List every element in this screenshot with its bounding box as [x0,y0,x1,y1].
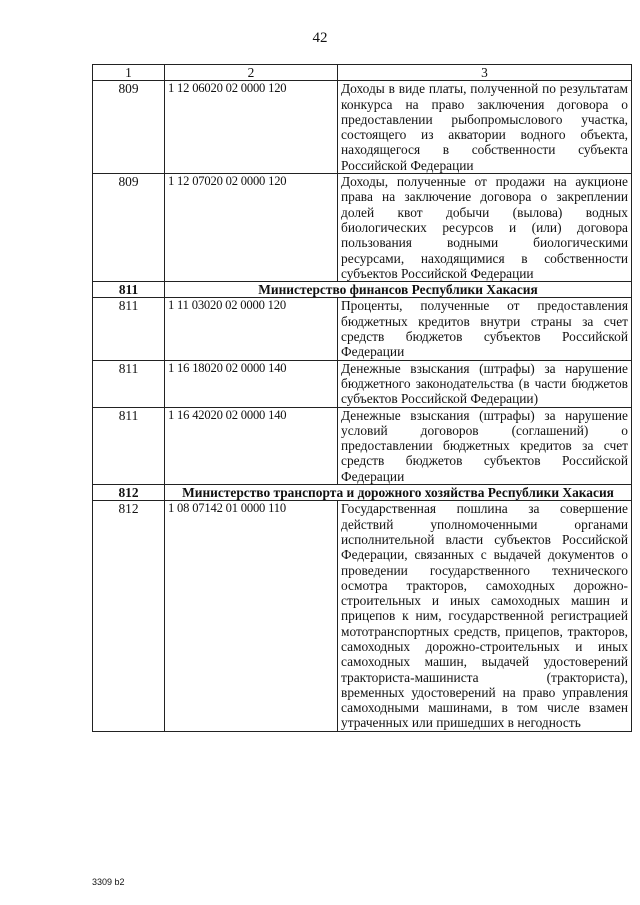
table-row [93,81,632,174]
table-row [93,298,632,360]
table-header-row [93,65,632,81]
ministry-title-cell: Министерство транспорта и дорожного хозяйства Республики Хакасия [165,485,632,501]
admin-code-cell: 809 [93,174,165,282]
revenue-codes-table [92,64,632,732]
description-cell: Государственная пошлина за совершение действий уполномоченными органами исполнительной власти субъектов Российской Федерации, связанных с выдачей документов о проведении государственного технического осмотра тракторов, самоходных дорожно-строительных и иных самоходных машин и прицепов к ним, государственной регистрацией мототранспортных средств, прицепов, тракторов, самоходных дорожно-строительных и иных самоходных машин, выдачей удостоверений тракториста-машиниста (тракториста), временных удостоверений на право управления самоходными машинами, в том числе взамен утраченных или пришедших в негодность [338,501,632,731]
description-cell: Проценты, полученные от предоставления бюджетных кредитов внутри страны за счет средств бюджетов субъектов Российской Федерации [338,298,632,360]
kbk-code-cell: 1 12 07020 02 0000 120 [165,174,338,282]
kbk-code-cell: 1 11 03020 02 0000 120 [165,298,338,360]
admin-code-cell: 811 [93,360,165,407]
ministry-row [93,485,632,501]
ministry-code-cell: 811 [93,282,165,298]
table-row [93,174,632,282]
kbk-code-cell: 1 08 07142 01 0000 110 [165,501,338,731]
ministry-title-cell: Министерство финансов Республики Хакасия [165,282,632,298]
header-cell-2: 2 [165,65,338,81]
document-footer-code: 3309 b2 [92,877,125,887]
table-row [93,407,632,484]
page-number: 42 [312,30,328,46]
kbk-code-cell: 1 12 06020 02 0000 120 [165,81,338,174]
ministry-row [93,282,632,298]
header-cell-1: 1 [93,65,165,81]
table-row [93,360,632,407]
kbk-code-cell: 1 16 42020 02 0000 140 [165,407,338,484]
admin-code-cell: 811 [93,298,165,360]
description-cell: Денежные взыскания (штрафы) за нарушение условий договоров (соглашений) о предоставлении бюджетных кредитов за счет средств бюджетов субъектов Российской Федерации [338,407,632,484]
header-cell-3: 3 [338,65,632,81]
admin-code-cell: 809 [93,81,165,174]
table-row [93,501,632,731]
description-cell: Доходы в виде платы, полученной по результатам конкурса на право заключения договора о предоставлении рыбопромыслового участка, состоящего из акватории водного объекта, находящегося в собственности субъекта Российской Федерации [338,81,632,174]
admin-code-cell: 811 [93,407,165,484]
description-cell: Денежные взыскания (штрафы) за нарушение бюджетного законодательства (в части бюджетов субъектов Российской Федерации) [338,360,632,407]
admin-code-cell: 812 [93,501,165,731]
kbk-code-cell: 1 16 18020 02 0000 140 [165,360,338,407]
description-cell: Доходы, полученные от продажи на аукционе права на заключение договора о закреплении долей квот добычи (вылова) водных биологических ресурсов и (или) договора пользования водными биологическими ресурсами, находящимися в собственности субъектов Российской Федерации [338,174,632,282]
ministry-code-cell: 812 [93,485,165,501]
